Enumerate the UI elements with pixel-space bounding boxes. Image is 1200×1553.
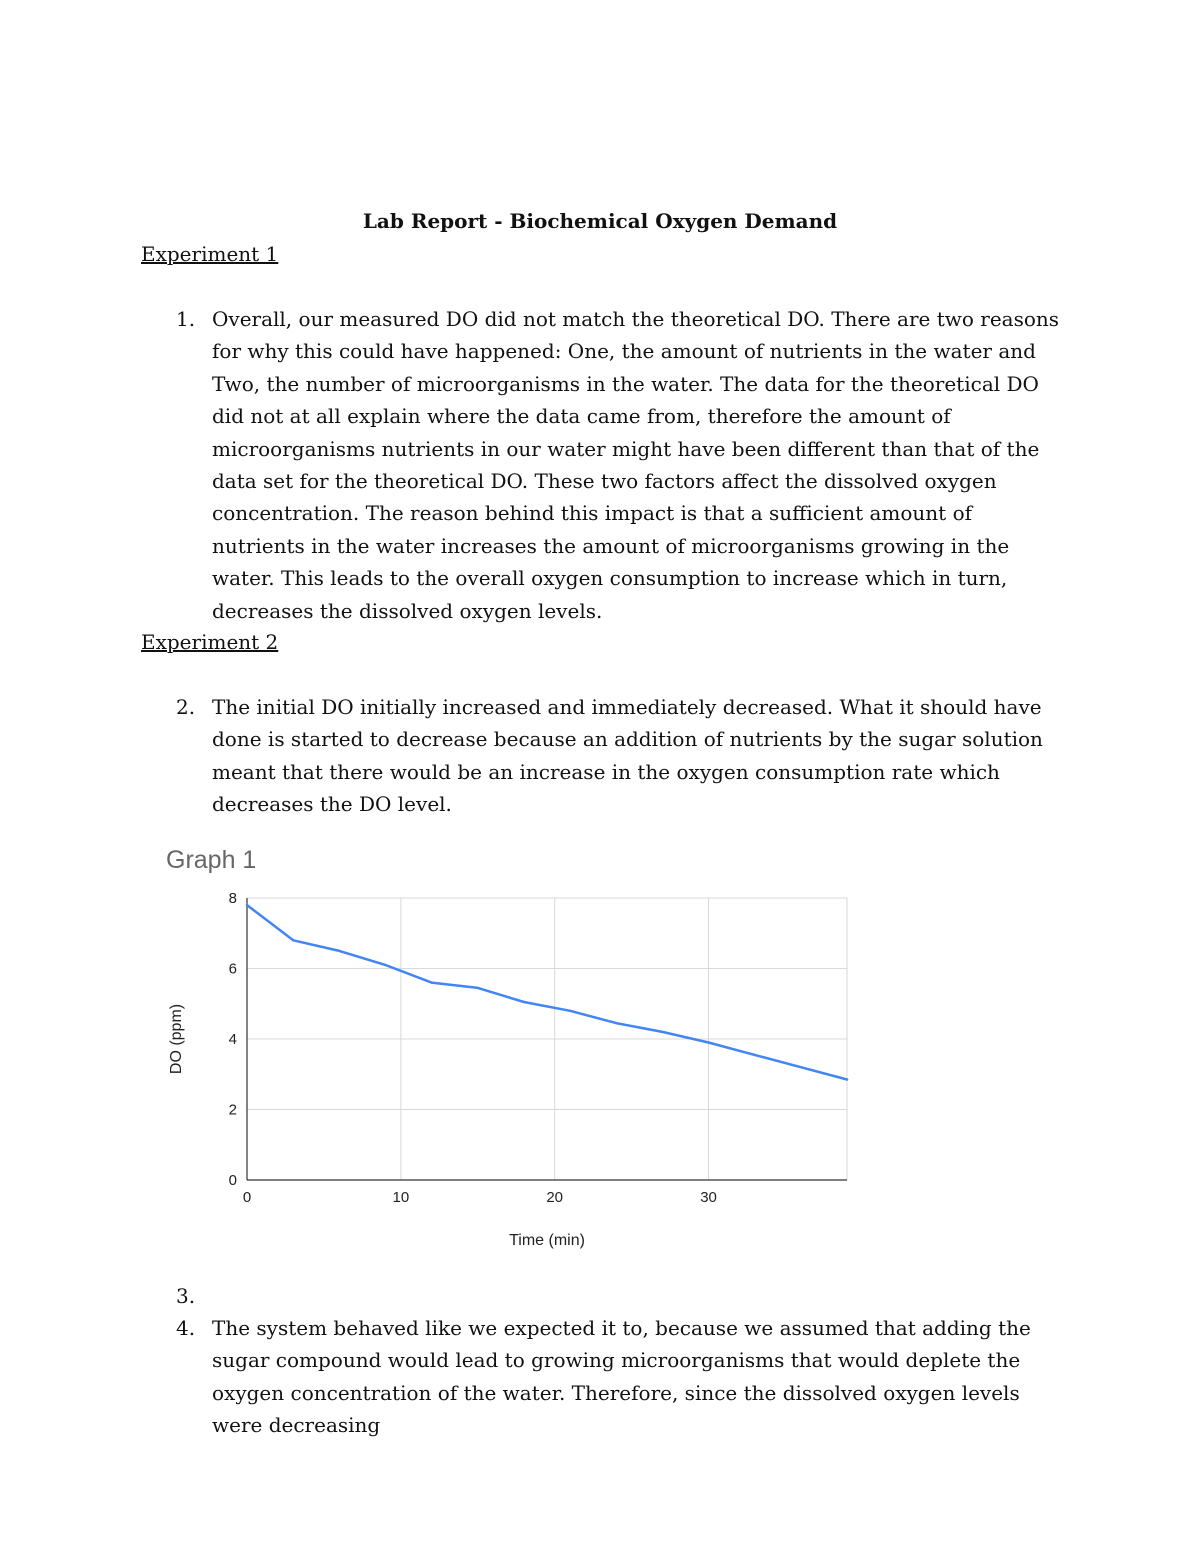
list-number: 3. xyxy=(176,1284,196,1308)
list-text: The system behaved like we expected it to, because we assumed that adding the sugar compound would lead to growing microorganisms that would deplete the oxygen concentration of the water. Therefore, since the dissolved oxygen levels were decreasing xyxy=(212,1316,1031,1438)
data-point-0-9 xyxy=(661,1031,663,1033)
data-point-0-2 xyxy=(338,950,340,952)
section-heading-experiment-1: Experiment 1 xyxy=(141,242,279,266)
chart-series xyxy=(246,904,848,1081)
graph-1-chart xyxy=(155,835,855,1255)
chart-y-axis-label: DO (ppm) xyxy=(168,1003,185,1075)
y-tick-label-4: 4 xyxy=(228,1031,237,1048)
list-number: 2. xyxy=(176,695,196,719)
data-point-0-12 xyxy=(800,1066,802,1068)
list-text: Overall, our measured DO did not match the theoretical DO. There are two reasons for why this could have happened: One, the amount of nutrients in the water and Two, the number of microorganisms in the water. The data for the theoretical DO did not at all explain where the data came from, therefore the amount of microorganisms nutrients in our water might have been different than that of the data set for the theoretical DO. These two factors affect the dissolved oxygen concentration. The reason behind this impact is that a sufficient amount of nutrients in the water increases the amount of microorganisms growing in the water. This leads to the overall oxygen consumption to increase which in turn, decreases the dissolved oxygen levels. xyxy=(212,307,1060,623)
y-tick-label-2: 2 xyxy=(228,1101,237,1119)
data-point-0-0 xyxy=(246,904,248,906)
x-tick-label-0: 0 xyxy=(242,1189,252,1206)
y-tick-label-0: 0 xyxy=(228,1172,237,1189)
data-point-0-5 xyxy=(477,987,479,989)
x-tick-label-10: 10 xyxy=(392,1189,410,1206)
data-point-0-8 xyxy=(615,1022,617,1024)
y-tick-label-8: 8 xyxy=(228,890,237,907)
list-number: 4. xyxy=(176,1316,196,1340)
chart-title: Graph 1 xyxy=(166,846,257,874)
series-line-0 xyxy=(247,905,847,1079)
y-tick-label-6: 6 xyxy=(228,960,237,978)
data-point-0-6 xyxy=(523,1001,525,1003)
data-point-0-4 xyxy=(430,981,432,983)
chart-grid xyxy=(247,898,847,1180)
list-item-4 xyxy=(141,1312,1071,1442)
list-item-2 xyxy=(141,691,1071,821)
data-point-0-10 xyxy=(707,1041,709,1043)
section-heading-experiment-2: Experiment 2 xyxy=(141,630,279,654)
list-text: The initial DO initially increased and immediately decreased. What it should have done is started to decrease because an addition of nutrients by the sugar solution meant that there would be an increase in the oxygen consumption rate which decreases the DO level. xyxy=(212,695,1043,817)
chart-tick-labels xyxy=(229,890,717,1206)
data-point-0-3 xyxy=(384,964,386,966)
data-point-0-13 xyxy=(846,1078,848,1080)
data-point-0-1 xyxy=(292,939,294,941)
list-item-1 xyxy=(141,303,1071,627)
x-tick-label-20: 20 xyxy=(546,1189,564,1206)
data-point-0-7 xyxy=(569,1010,571,1012)
x-tick-label-30: 30 xyxy=(700,1189,717,1206)
chart-x-axis-label: Time (min) xyxy=(509,1232,585,1249)
list-number: 1. xyxy=(176,307,196,331)
chart-svg xyxy=(155,835,855,1255)
data-point-0-11 xyxy=(753,1054,755,1056)
document-title: Lab Report - Biochemical Oxygen Demand xyxy=(362,209,838,233)
